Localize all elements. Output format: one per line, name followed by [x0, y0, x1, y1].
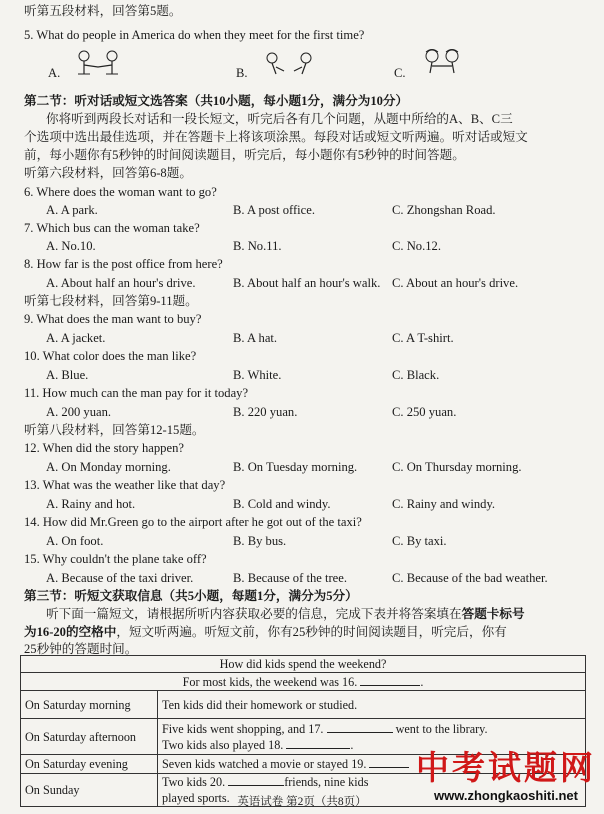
question-6: 6. Where does the woman want to go?: [24, 185, 217, 199]
section-3-instructions-1-text: 听下面一篇短文，请根据所听内容获取必要的信息，完成下表并将答案填在: [46, 607, 462, 621]
question-15: 15. Why couldn't the plane take off?: [24, 552, 207, 566]
question-7: 7. Which bus can the woman take?: [24, 221, 200, 235]
question-12: 12. When did the story happen?: [24, 441, 184, 455]
blank-19[interactable]: [369, 756, 409, 768]
blank-16[interactable]: [360, 674, 420, 686]
watermark-title: 中考试题网: [416, 748, 596, 787]
section-2-instructions-2: 个选项中选出最佳选项，并在答题卡上将该项涂黑。每段对话或短文听两遍。听对话或短文: [24, 130, 528, 144]
listening-material-5-label: 听第五段材料，回答第5题。: [24, 4, 182, 18]
question-6-option-b: B. A post office.: [233, 203, 315, 217]
question-15-option-a: A. Because of the taxi driver.: [46, 571, 194, 585]
row-saturday-afternoon-label: On Saturday afternoon: [21, 719, 158, 755]
question-6-option-a: A. A park.: [46, 203, 98, 217]
page-footer: 英语试卷 第2页（共8页）: [237, 796, 367, 808]
row-saturday-evening-label: On Saturday evening: [21, 755, 158, 774]
afternoon-line-1-b: went to the library.: [395, 721, 488, 736]
question-9-option-b: B. A hat.: [233, 331, 278, 345]
question-8-option-a: A. About half an hour's drive.: [46, 276, 196, 290]
sunday-line-1-b: friends, nine kids: [284, 775, 369, 789]
row-sunday-label: On Sunday: [21, 774, 158, 807]
blank-20[interactable]: [228, 774, 284, 786]
blank-17[interactable]: [327, 721, 393, 733]
question-13-option-b: B. Cold and windy.: [233, 497, 331, 511]
question-5-option-b: B.: [236, 66, 248, 80]
section-3-instructions-2-text: ，短文听两遍。听短文前，你有25秒钟的时间阅读题目，听完后，你有: [116, 625, 507, 639]
question-14-option-a: A. On foot.: [46, 534, 104, 548]
listening-material-8-label: 听第八段材料，回答第12-15题。: [24, 423, 205, 437]
section-3-instructions-3: 25秒钟的答题时间。: [24, 642, 138, 656]
question-13: 13. What was the weather like that day?: [24, 478, 226, 492]
question-15-option-c: C. Because of the bad weather.: [392, 571, 548, 585]
row-saturday-morning-label: On Saturday morning: [21, 691, 158, 719]
table-row-weekend-summary: [21, 673, 586, 691]
section-2-instructions-1: 你将听到两段长对话和一段长短文，听完后各有几个问题，从题中所给的A、B、C三: [46, 112, 513, 126]
question-14-option-b: B. By bus.: [233, 534, 287, 548]
section-3-instructions-1: [46, 605, 525, 623]
afternoon-line-1-a: Five kids went shopping, and 17.: [162, 721, 324, 736]
question-8-option-c: C. About an hour's drive.: [392, 276, 519, 290]
cheek-kiss-picture: [416, 48, 470, 74]
table-title: How did kids spend the weekend?: [21, 656, 586, 673]
row-saturday-morning-text: Ten kids did their homework or studied.: [158, 691, 586, 719]
question-13-option-c: C. Rainy and windy.: [392, 497, 496, 511]
section-3-title: 第三节：听短文获取信息（共5小题，每题1分，满分为5分）: [24, 589, 358, 603]
section-2-instructions-3: 前，每小题你有5秒钟的时间阅读题目，听完后，每小题你有5秒钟的时间答题。: [24, 148, 465, 162]
question-12-option-c: C. On Thursday morning.: [392, 460, 522, 474]
question-10: 10. What color does the man like?: [24, 349, 197, 363]
question-14: 14. How did Mr.Green go to the airport after he got out of the taxi?: [24, 515, 362, 529]
question-7-option-b: B. No.11.: [233, 239, 282, 253]
section-3-instructions-2: [24, 623, 507, 641]
question-15-option-b: B. Because of the tree.: [233, 571, 347, 585]
question-5-option-c: C.: [394, 66, 406, 80]
question-9-option-c: C. A T-shirt.: [392, 331, 454, 345]
listening-material-7-label: 听第七段材料，回答第9-11题。: [24, 294, 198, 308]
afternoon-line-2-a: Two kids also played 18.: [162, 737, 284, 752]
watermark-url: www.zhongkaoshiti.net: [434, 788, 578, 803]
blank-range-label: 为16-20的空格中: [24, 625, 117, 639]
blank-18[interactable]: [286, 737, 350, 749]
question-5: 5. What do people in America do when they meet for the first time?: [24, 28, 365, 42]
question-13-option-a: A. Rainy and hot.: [46, 497, 136, 511]
question-7-option-a: A. No.10.: [46, 239, 96, 253]
bowing-picture: [262, 50, 316, 76]
question-10-option-c: C. Black.: [392, 368, 440, 382]
question-14-option-c: C. By taxi.: [392, 534, 447, 548]
question-11-option-a: A. 200 yuan.: [46, 405, 112, 419]
listening-material-6-label: 听第六段材料，回答第6-8题。: [24, 166, 192, 180]
question-12-option-b: B. On Tuesday morning.: [233, 460, 358, 474]
question-9: 9. What does the man want to buy?: [24, 312, 202, 326]
question-7-option-c: C. No.12.: [392, 239, 441, 253]
question-5-option-a: A.: [48, 66, 61, 80]
evening-text: Seven kids watched a movie or stayed 19.: [162, 757, 367, 771]
question-9-option-a: A. A jacket.: [46, 331, 106, 345]
question-8-option-b: B. About half an hour's walk.: [233, 276, 381, 290]
sunday-line-1-a: Two kids 20.: [162, 775, 226, 789]
answer-sheet-label: 答题卡标号: [461, 607, 525, 621]
question-8: 8. How far is the post office from here?: [24, 257, 223, 271]
row-weekend-period: .: [420, 674, 424, 689]
question-6-option-c: C. Zhongshan Road.: [392, 203, 496, 217]
handshake-picture: [72, 50, 126, 76]
question-10-option-b: B. White.: [233, 368, 282, 382]
section-2-title: 第二节：听对话或短文选答案（共10小题，每小题1分，满分为10分）: [24, 94, 409, 108]
row-weekend-text: For most kids, the weekend was 16.: [182, 674, 358, 689]
question-10-option-a: A. Blue.: [46, 368, 89, 382]
afternoon-line-2-b: .: [350, 737, 354, 752]
sunday-line-2: played sports.: [162, 791, 230, 805]
question-12-option-a: A. On Monday morning.: [46, 460, 171, 474]
question-11-option-c: C. 250 yuan.: [392, 405, 457, 419]
question-11: 11. How much can the man pay for it today?: [24, 386, 249, 400]
question-11-option-b: B. 220 yuan.: [233, 405, 298, 419]
